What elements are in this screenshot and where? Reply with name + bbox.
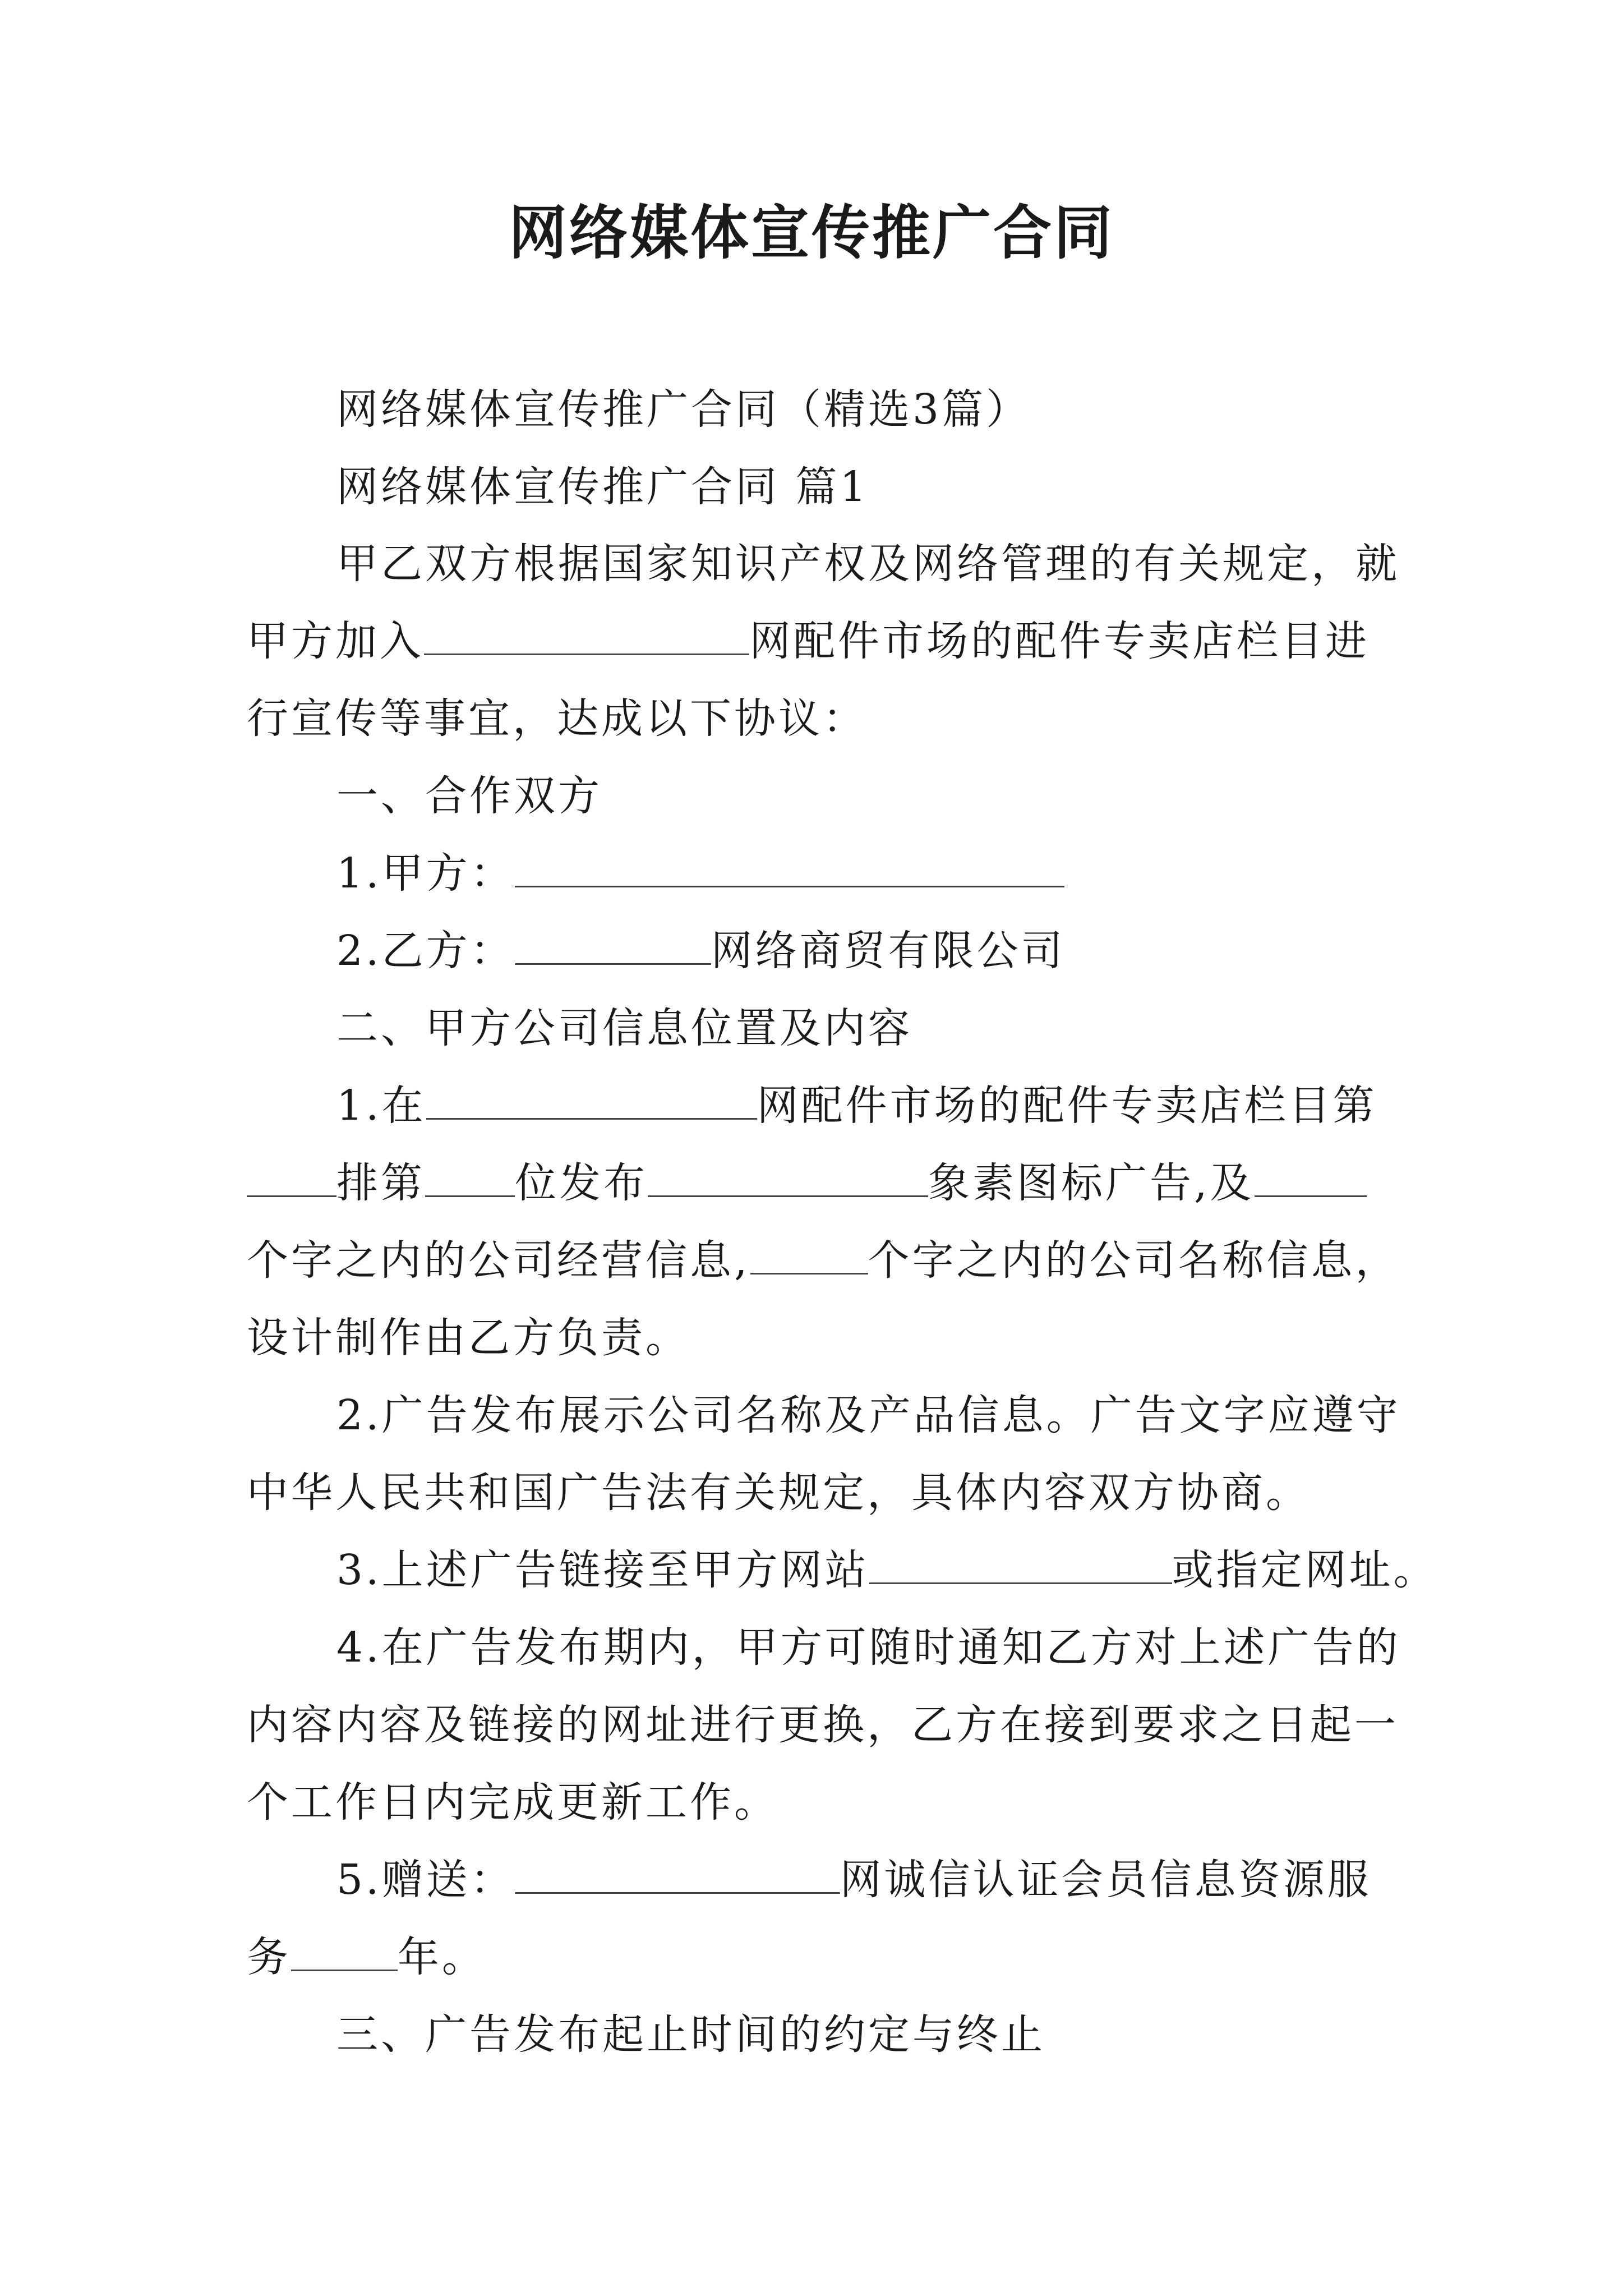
blank-market-name bbox=[424, 613, 749, 655]
blank-pixel-size bbox=[648, 1155, 928, 1197]
document-title: 网络媒体宣传推广合同 bbox=[508, 198, 1114, 267]
item-text: 务 bbox=[247, 1933, 291, 1981]
party-a-line bbox=[336, 845, 1064, 901]
item-text: 5.赠送： bbox=[336, 1856, 515, 1904]
section-1-heading: 一、合作双方 bbox=[336, 772, 602, 820]
blank-party-b bbox=[515, 923, 711, 965]
item-4-line-2: 内容内容及链接的网址进行更换，乙方在接到要求之日起一 bbox=[247, 1701, 1399, 1749]
item-text: 象素图标广告,及 bbox=[928, 1159, 1255, 1207]
blank-position bbox=[425, 1155, 515, 1197]
blank-gift-market bbox=[515, 1852, 840, 1894]
chapter-heading: 网络媒体宣传推广合同 篇1 bbox=[336, 463, 869, 511]
intro-line-1: 甲乙双方根据国家知识产权及网络管理的有关规定，就 bbox=[336, 540, 1400, 588]
item-text: 位发布 bbox=[515, 1159, 648, 1207]
party-b-label: 2.乙方： bbox=[336, 927, 515, 975]
blank-party-a bbox=[515, 845, 1064, 887]
item-1-line-1 bbox=[336, 1078, 1377, 1134]
item-text: 网诚信认证会员信息资源服 bbox=[840, 1856, 1372, 1904]
item-text: 1.在 bbox=[336, 1082, 426, 1130]
blank-row bbox=[247, 1155, 336, 1197]
item-text: 或指定网址。 bbox=[1172, 1546, 1438, 1594]
intro-line-3: 行宣传等事宜，达成以下协议： bbox=[247, 694, 867, 743]
blank-char-count bbox=[1255, 1155, 1367, 1197]
item-2-line-2: 中华人民共和国广告法有关规定，具体内容双方协商。 bbox=[247, 1469, 1310, 1517]
item-2-line-1: 2.广告发布展示公司名称及产品信息。广告文字应遵守 bbox=[336, 1391, 1401, 1439]
item-3-line bbox=[336, 1542, 1438, 1598]
section-2-heading: 二、甲方公司信息位置及内容 bbox=[336, 1004, 912, 1052]
item-5-line-1 bbox=[336, 1852, 1372, 1908]
item-4-line-1: 4.在广告发布期内，甲方可随时通知乙方对上述广告的 bbox=[336, 1623, 1401, 1672]
blank-years bbox=[291, 1929, 398, 1971]
intro-text: 甲方加入 bbox=[247, 617, 424, 665]
intro-text: 网配件市场的配件专卖店栏目进 bbox=[749, 617, 1370, 665]
party-a-label: 1.甲方： bbox=[336, 849, 515, 898]
item-1-line-2 bbox=[247, 1155, 1367, 1211]
item-text: 个字之内的公司名称信息， bbox=[868, 1236, 1400, 1285]
document-subtitle: 网络媒体宣传推广合同（精选3篇） bbox=[336, 385, 1031, 434]
intro-line-2 bbox=[247, 613, 1370, 669]
blank-market-name bbox=[426, 1078, 757, 1120]
item-1-line-4: 设计制作由乙方负责。 bbox=[247, 1314, 690, 1362]
item-text: 3.上述广告链接至甲方网站 bbox=[336, 1546, 869, 1594]
blank-name-count bbox=[750, 1232, 868, 1274]
item-text: 个字之内的公司经营信息, bbox=[247, 1236, 750, 1285]
party-b-line bbox=[336, 923, 1066, 979]
item-1-line-3 bbox=[247, 1232, 1400, 1289]
blank-website bbox=[869, 1542, 1172, 1584]
item-5-line-2 bbox=[247, 1929, 486, 1985]
item-text: 排第 bbox=[336, 1159, 425, 1207]
section-3-heading: 三、广告发布起止时间的约定与终止 bbox=[336, 2010, 1045, 2059]
item-4-line-3: 个工作日内完成更新工作。 bbox=[247, 1778, 778, 1826]
item-text: 年。 bbox=[398, 1933, 486, 1981]
item-text: 网配件市场的配件专卖店栏目第 bbox=[757, 1082, 1377, 1130]
party-b-suffix: 网络商贸有限公司 bbox=[711, 927, 1066, 975]
